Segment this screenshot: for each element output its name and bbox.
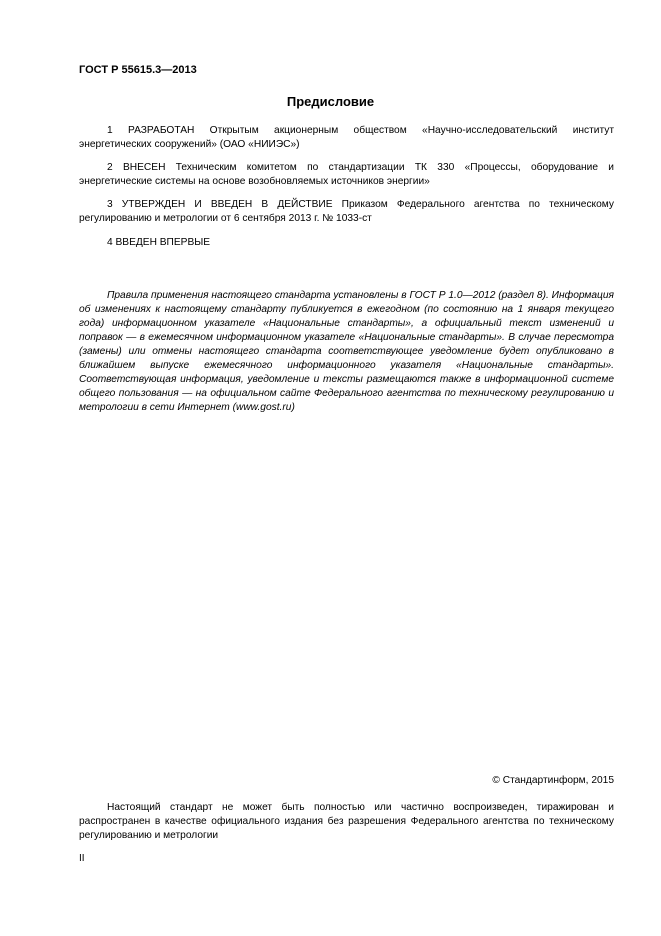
legal-notice: Настоящий стандарт не может быть полностью или частично воспроизведен, тиражирован и распространен в качестве официального издания без разрешения Федерального агентства по техническому регулированию и метрологии xyxy=(79,802,614,841)
page-title: Предисловие xyxy=(286,94,375,109)
page-number: II xyxy=(79,853,85,864)
copyright-line: © Стандартинформ, 2015 xyxy=(492,775,614,786)
usage-notice: Правила применения настоящего стандарта установлены в ГОСТ Р 1.0—2012 (раздел 8). Информация об изменениях к настоящему стандарту публикуется в ежегодном (по состоянию на 1 января текущего года) информационном указателе «Национальные стандарты», а официальный текст изменений и поправок — в ежемесячном информационном указателе «Национальные стандарты». В случае пересмотра (замены) или отмены настоящего стандарта соответствующее уведомление будет опубликовано в ближайшем выпуске ежемесячного информационного указателя «Национальные стандарты». Соответствующая информация, уведомление и тексты размещаются также в информационной системе общего пользования — на официальном сайте Федерального агентства по техническому регулированию и метрологии в сети Интернет (www.gost.ru) xyxy=(79,290,614,413)
foreword-item-2: 2 ВНЕСЕН Техническим комитетом по стандартизации ТК 330 «Процессы, оборудование и энергетические системы на основе возобновляемых источников энергии» xyxy=(79,162,614,187)
foreword-item-4: 4 ВВЕДЕН ВПЕРВЫЕ xyxy=(107,237,211,248)
foreword-item-3: 3 УТВЕРЖДЕН И ВВЕДЕН В ДЕЙСТВИЕ Приказом Федерального агентства по техническому регулированию и метрологии от 6 сентября 2013 г. № 1033-ст xyxy=(79,199,614,224)
document-header: ГОСТ Р 55615.3—2013 xyxy=(79,64,197,76)
foreword-item-1: 1 РАЗРАБОТАН Открытым акционерным обществом «Научно-исследовательский институт энергетических сооружений» (ОАО «НИИЭС») xyxy=(79,125,614,150)
